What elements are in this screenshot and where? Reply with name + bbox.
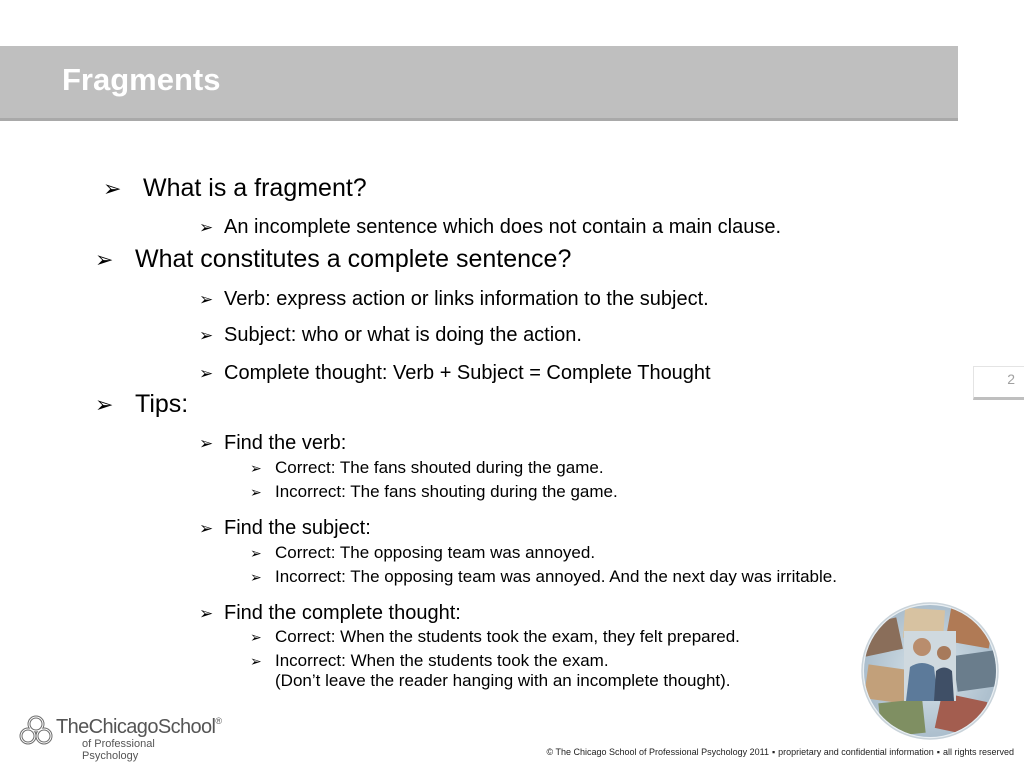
bullet-text: Subject: who or what is doing the action. — [224, 324, 582, 346]
bullet-arrow-icon: ➢ — [250, 545, 262, 561]
bullet-arrow-icon: ➢ — [103, 176, 122, 201]
tip-verb-incorrect — [250, 482, 618, 502]
copyright-footer: © The Chicago School of Professional Psychology 2011 ▪ proprietary and confidential information ▪ all rights reserved — [546, 747, 1014, 757]
logo-wordmark: TheChicagoSchool® — [56, 716, 222, 738]
page-number: 2 — [1007, 371, 1015, 387]
bullet-complete-sentence — [95, 245, 572, 274]
bullet-arrow-icon: ➢ — [250, 569, 262, 585]
bullet-text: Find the complete thought: — [224, 602, 461, 624]
bullet-arrow-icon: ➢ — [250, 460, 262, 476]
slide-title: Fragments — [62, 62, 221, 97]
bullet-text: An incomplete sentence which does not contain a main clause. — [224, 216, 782, 238]
bullet-arrow-icon: ➢ — [199, 519, 214, 538]
bullet-arrow-icon: ➢ — [250, 629, 262, 645]
tip-subject-correct — [250, 543, 596, 563]
bullet-text: Find the verb: — [224, 432, 347, 454]
bullet-text: Correct: The opposing team was annoyed. — [275, 543, 596, 562]
students-photo-collage — [860, 601, 1000, 741]
bullet-subject-definition — [199, 324, 582, 347]
bullet-text: Correct: When the students took the exam, they felt prepared. — [275, 627, 740, 646]
bullet-tips — [95, 390, 189, 419]
bullet-complete-thought-definition — [199, 362, 711, 385]
tip-thought-correct — [250, 627, 740, 647]
celtic-knot-logo-icon — [19, 714, 53, 750]
bullet-arrow-icon: ➢ — [199, 364, 214, 383]
bullet-text: Incorrect: When the students took the exam. — [275, 651, 609, 670]
bullet-text: What is a fragment? — [143, 174, 367, 202]
bullet-arrow-icon: ➢ — [250, 484, 262, 500]
tip-thought-incorrect — [250, 651, 609, 671]
tip-thought-incorrect-note — [275, 671, 731, 691]
bullet-text: Complete thought: Verb + Subject = Complete Thought — [224, 362, 711, 384]
bullet-text: (Don’t leave the reader hanging with an incomplete thought). — [275, 671, 731, 690]
bullet-arrow-icon: ➢ — [199, 218, 214, 237]
tip-verb-correct — [250, 458, 604, 478]
bullet-fragment-definition — [199, 216, 782, 239]
bullet-arrow-icon: ➢ — [250, 653, 262, 669]
bullet-text: Incorrect: The opposing team was annoyed. And the next day was irritable. — [275, 567, 837, 586]
chicago-school-logo — [19, 714, 222, 762]
bullet-text: Correct: The fans shouted during the game. — [275, 458, 604, 477]
bullet-arrow-icon: ➢ — [199, 326, 214, 345]
bullet-arrow-icon: ➢ — [199, 604, 214, 623]
bullet-verb-definition — [199, 288, 709, 311]
bullet-arrow-icon: ➢ — [199, 434, 214, 453]
bullet-text: What constitutes a complete sentence? — [135, 245, 572, 273]
tip-subject-incorrect — [250, 567, 837, 587]
tip-find-complete-thought — [199, 602, 461, 625]
page-number-box — [973, 366, 1024, 400]
tip-find-subject — [199, 517, 371, 540]
bullet-text: Incorrect: The fans shouting during the game. — [275, 482, 618, 501]
bullet-text: Verb: express action or links information to the subject. — [224, 288, 709, 310]
bullet-what-is-fragment — [103, 174, 367, 203]
bullet-arrow-icon: ➢ — [95, 392, 114, 417]
tip-find-verb — [199, 432, 347, 455]
bullet-arrow-icon: ➢ — [199, 290, 214, 309]
title-band — [0, 46, 958, 121]
bullet-arrow-icon: ➢ — [95, 247, 114, 272]
bullet-text: Find the subject: — [224, 517, 371, 539]
logo-subtitle: of Professional Psychology — [82, 738, 155, 762]
bullet-text: Tips: — [135, 390, 189, 418]
